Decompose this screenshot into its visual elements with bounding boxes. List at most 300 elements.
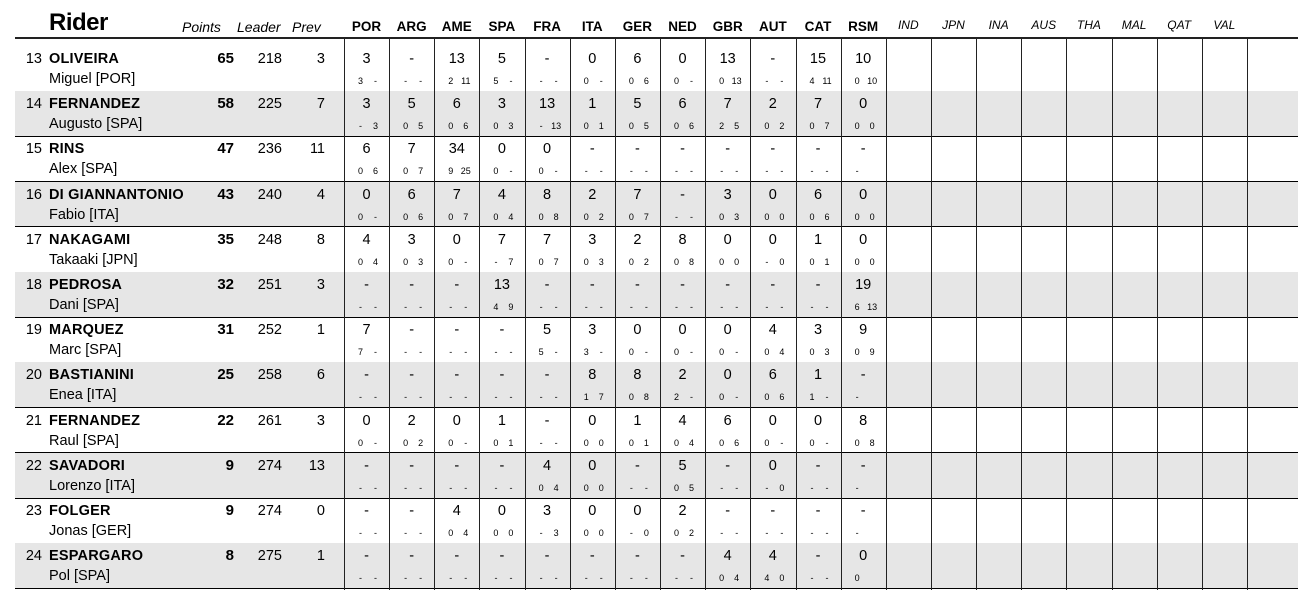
race-header-ame: AME <box>441 19 472 34</box>
race-only-points: 7 <box>508 256 514 267</box>
sprint-points: - <box>765 528 769 538</box>
race-points: 6 <box>407 186 416 203</box>
sprint-points: - <box>584 302 588 312</box>
race-result-cell <box>434 453 479 498</box>
race-result-cell <box>796 543 841 588</box>
race-only-points: - <box>825 166 829 177</box>
race-result-cell <box>796 317 841 362</box>
sprint-points: 0 <box>357 166 363 177</box>
race-only-points: - <box>644 482 648 493</box>
race-points: 2 <box>633 231 642 248</box>
race-header-aut: AUT <box>758 19 787 34</box>
race-result-cell <box>434 408 479 453</box>
race-result-cell <box>479 227 524 272</box>
race-only-points: 4 <box>553 482 559 493</box>
rider-lastname: PEDROSA <box>49 277 123 293</box>
race-only-points: 7 <box>463 211 469 222</box>
race-points: 6 <box>813 186 823 203</box>
race-result-cell <box>344 543 389 588</box>
rider-prev-gap: 0 <box>316 503 325 519</box>
sprint-points: 3 <box>357 76 363 86</box>
race-points: 7 <box>452 186 461 203</box>
sprint-points: 0 <box>403 211 409 222</box>
sprint-points: 0 <box>403 166 409 177</box>
sprint-points: 0 <box>448 256 454 267</box>
race-points: - <box>454 277 460 293</box>
race-points: - <box>544 367 550 384</box>
race-points: 5 <box>633 96 642 113</box>
race-points: 19 <box>855 277 872 293</box>
sprint-points: - <box>629 528 633 538</box>
race-result-cell <box>796 182 841 227</box>
race-only-points: - <box>419 347 423 358</box>
sprint-points: - <box>449 482 453 493</box>
race-points: - <box>409 503 415 519</box>
race-only-points: - <box>690 211 694 222</box>
race-result-cell <box>389 136 434 181</box>
race-points: 0 <box>362 412 371 429</box>
rider-position: 15 <box>25 141 42 158</box>
race-only-points: - <box>374 347 377 358</box>
race-only-points: 5 <box>418 121 424 132</box>
sprint-points: - <box>765 76 769 86</box>
sprint-points: - <box>539 528 543 538</box>
race-only-points: - <box>509 76 513 86</box>
race-only-points: 4 <box>463 528 469 538</box>
race-header-cat: CAT <box>804 19 832 34</box>
race-only-points: - <box>825 528 829 538</box>
race-only-points: 13 <box>551 121 562 132</box>
sprint-points: 0 <box>493 211 499 222</box>
sprint-points: - <box>810 528 814 538</box>
race-result-cell <box>750 543 795 588</box>
race-result-cell <box>705 317 750 362</box>
race-result-cell <box>344 317 389 362</box>
race-points: 8 <box>678 231 687 248</box>
race-only-points: - <box>554 166 558 177</box>
rider-points: 25 <box>217 366 234 384</box>
race-result-cell <box>434 182 479 227</box>
sprint-points: - <box>765 302 769 312</box>
race-result-cell <box>389 227 434 272</box>
sprint-points: 0 <box>719 211 725 222</box>
race-points: - <box>544 277 550 293</box>
race-only-points: - <box>509 392 513 403</box>
sprint-points: - <box>629 166 633 177</box>
race-only-points: - <box>690 573 694 584</box>
race-points: - <box>634 141 640 158</box>
rider-firstname: Takaaki [JPN] <box>49 251 138 268</box>
race-points: - <box>499 367 505 384</box>
race-result-cell <box>660 91 705 136</box>
race-points: 0 <box>588 51 597 67</box>
race-result-cell <box>479 182 524 227</box>
race-only-points: - <box>554 392 558 403</box>
race-only-points: 9 <box>869 347 875 358</box>
race-result-cell <box>841 317 886 362</box>
race-points: 4 <box>768 322 777 339</box>
race-header-ina: INA <box>988 18 1009 32</box>
race-result-cell <box>389 91 434 136</box>
race-result-cell <box>796 272 841 317</box>
race-result-cell <box>434 498 479 543</box>
race-only-points: 5 <box>689 482 695 493</box>
race-only-points: - <box>464 256 468 267</box>
rider-position: 20 <box>25 367 42 384</box>
rider-leader-gap: 225 <box>257 96 282 113</box>
race-points: - <box>680 548 685 565</box>
race-result-cell <box>389 498 434 543</box>
leader-column-header: Leader <box>237 19 281 35</box>
race-points: 7 <box>497 231 506 248</box>
sprint-points: 0 <box>448 121 454 132</box>
race-result-cell <box>344 46 389 91</box>
race-only-points: 8 <box>689 256 695 267</box>
sprint-points: 0 <box>854 256 860 267</box>
sprint-points: 0 <box>448 528 454 538</box>
table-row <box>15 46 1298 91</box>
race-only-points: - <box>599 347 603 358</box>
sprint-points: - <box>720 166 724 177</box>
rider-points: 8 <box>225 547 234 565</box>
race-only-points: - <box>374 528 377 538</box>
race-points: 6 <box>362 141 371 158</box>
sprint-points: 0 <box>357 437 363 448</box>
race-only-points: - <box>374 573 377 584</box>
race-only-points: 1 <box>598 121 604 132</box>
rider-firstname: Raul [SPA] <box>49 432 119 449</box>
column-divider <box>976 38 977 590</box>
race-header-gbr: GBR <box>712 19 743 34</box>
rider-position: 16 <box>25 186 42 203</box>
sprint-points: 0 <box>583 76 589 86</box>
race-only-points: 8 <box>643 392 649 403</box>
race-result-cell <box>841 91 886 136</box>
sprint-points: - <box>449 573 453 584</box>
race-result-cell <box>796 227 841 272</box>
race-points: - <box>634 548 640 565</box>
table-row <box>15 362 1298 407</box>
race-points: 3 <box>723 186 732 203</box>
race-only-points: - <box>825 573 829 584</box>
sprint-points: - <box>449 392 453 403</box>
sprint-points: - <box>810 166 814 177</box>
sprint-points: 0 <box>854 573 860 584</box>
race-only-points: - <box>780 166 784 177</box>
sprint-points: - <box>494 256 498 267</box>
race-only-points: 7 <box>553 256 559 267</box>
race-points: 0 <box>678 322 687 339</box>
race-points: 34 <box>448 141 465 158</box>
race-points: 0 <box>768 231 777 248</box>
column-divider <box>389 38 390 590</box>
race-only-points: 13 <box>731 76 742 86</box>
race-only-points: - <box>825 392 829 403</box>
race-result-cell <box>796 362 841 407</box>
race-result-cell <box>705 182 750 227</box>
race-points: 4 <box>362 231 371 248</box>
race-points: - <box>815 141 821 158</box>
sprint-points: 4 <box>764 573 770 584</box>
race-points: - <box>499 457 505 474</box>
race-points: 7 <box>813 96 823 113</box>
rider-firstname: Pol [SPA] <box>49 568 110 585</box>
rider-firstname: Jonas [GER] <box>49 523 132 539</box>
race-only-points: 7 <box>643 211 649 222</box>
race-points: 13 <box>448 51 465 67</box>
race-only-points: 3 <box>598 256 604 267</box>
race-only-points: - <box>554 573 558 584</box>
rider-firstname: Enea [ITA] <box>49 387 117 404</box>
race-only-points: 6 <box>418 211 424 222</box>
race-points: 8 <box>588 367 597 384</box>
rider-leader-gap: 275 <box>257 548 282 565</box>
race-only-points: - <box>735 392 739 403</box>
race-result-cell <box>570 91 615 136</box>
rider-lastname: FERNANDEZ <box>49 412 141 429</box>
race-result-cell <box>615 543 660 588</box>
sprint-points: - <box>449 347 453 358</box>
sprint-points: - <box>359 482 362 493</box>
rider-leader-gap: 236 <box>257 141 282 158</box>
table-row <box>15 136 1298 181</box>
race-result-cell <box>525 91 570 136</box>
race-only-points: 6 <box>779 392 785 403</box>
sprint-points: 0 <box>583 437 589 448</box>
race-only-points: 6 <box>372 166 378 177</box>
race-points: - <box>544 51 550 67</box>
sprint-points: 0 <box>674 528 680 538</box>
race-points: 0 <box>452 412 461 429</box>
table-row <box>15 317 1298 362</box>
race-result-cell <box>344 182 389 227</box>
sprint-points: - <box>359 121 362 132</box>
race-only-points: - <box>780 437 784 448</box>
race-points: 0 <box>723 231 732 248</box>
rider-position: 21 <box>25 412 42 429</box>
race-only-points: 13 <box>867 302 878 312</box>
race-points: - <box>454 367 460 384</box>
race-result-cell <box>705 543 750 588</box>
sprint-points: 5 <box>538 347 544 358</box>
race-points: 3 <box>362 96 371 113</box>
sprint-points: - <box>359 392 362 403</box>
race-result-cell <box>705 136 750 181</box>
sprint-points: 0 <box>854 121 860 132</box>
race-only-points: - <box>419 76 423 86</box>
race-only-points: 1 <box>824 256 830 267</box>
race-result-cell <box>615 498 660 543</box>
race-result-cell <box>434 543 479 588</box>
race-header-tha: THA <box>1076 18 1101 32</box>
race-points: - <box>364 548 369 565</box>
race-points: 8 <box>543 186 552 203</box>
column-divider <box>1247 38 1248 590</box>
race-result-cell <box>570 182 615 227</box>
race-only-points: 4 <box>508 211 514 222</box>
race-result-cell <box>750 453 795 498</box>
race-points: 3 <box>362 51 371 67</box>
race-result-cell <box>615 136 660 181</box>
race-only-points: 0 <box>869 121 875 132</box>
race-points: 4 <box>723 548 732 565</box>
race-only-points: - <box>735 528 739 538</box>
race-result-cell <box>570 227 615 272</box>
rider-position: 13 <box>25 51 42 67</box>
table-row <box>15 498 1298 543</box>
race-points: 1 <box>813 367 823 384</box>
sprint-points: - <box>629 573 633 584</box>
race-result-cell <box>615 227 660 272</box>
race-points: 6 <box>452 96 461 113</box>
race-result-cell <box>796 91 841 136</box>
sprint-points: 0 <box>403 121 409 132</box>
race-only-points: 3 <box>508 121 514 132</box>
race-points: 10 <box>855 51 872 67</box>
rider-position: 19 <box>25 322 42 339</box>
race-result-cell <box>750 408 795 453</box>
race-points: 0 <box>859 231 868 248</box>
race-result-cell <box>615 46 660 91</box>
race-points: 1 <box>497 412 506 429</box>
race-result-cell <box>434 227 479 272</box>
race-points: 0 <box>859 548 868 565</box>
race-points: 7 <box>543 231 552 248</box>
race-result-cell <box>841 136 886 181</box>
sprint-points: 0 <box>628 437 634 448</box>
sprint-points: - <box>494 573 498 584</box>
sprint-points: - <box>404 347 408 358</box>
race-only-points: 2 <box>643 256 649 267</box>
sprint-points: - <box>810 302 814 312</box>
column-divider <box>615 38 616 590</box>
race-only-points: - <box>419 573 423 584</box>
rider-lastname: BASTIANINI <box>49 367 134 384</box>
sprint-points: - <box>855 482 859 493</box>
rider-points: 32 <box>217 276 234 293</box>
sprint-points: - <box>539 302 543 312</box>
race-result-cell <box>570 543 615 588</box>
sprint-points: 0 <box>583 121 589 132</box>
rider-position: 17 <box>25 231 42 248</box>
race-points: 2 <box>678 367 687 384</box>
race-points: 13 <box>539 96 556 113</box>
race-result-cell <box>705 227 750 272</box>
race-only-points: 4 <box>779 347 785 358</box>
race-only-points: - <box>374 302 377 312</box>
race-points: 3 <box>813 322 823 339</box>
race-header-val: VAL <box>1213 18 1236 32</box>
sprint-points: 4 <box>493 302 499 312</box>
rider-firstname: Miguel [POR] <box>49 71 136 87</box>
race-only-points: - <box>825 302 829 312</box>
race-result-cell <box>796 136 841 181</box>
sprint-points: 0 <box>538 482 544 493</box>
race-only-points: - <box>735 482 739 493</box>
race-points: 0 <box>633 322 642 339</box>
race-only-points: - <box>554 76 558 86</box>
race-result-cell <box>479 272 524 317</box>
rider-lastname: MARQUEZ <box>49 322 124 339</box>
race-points: - <box>364 277 369 293</box>
race-result-cell <box>660 453 705 498</box>
race-points: - <box>409 277 415 293</box>
column-divider <box>750 38 751 590</box>
race-result-cell <box>525 317 570 362</box>
race-points: - <box>770 277 776 293</box>
race-points: - <box>725 457 731 474</box>
sprint-points: - <box>404 392 408 403</box>
race-only-points: - <box>599 573 603 584</box>
sprint-points: - <box>494 392 498 403</box>
sprint-points: 3 <box>583 347 589 358</box>
sprint-points: 0 <box>674 437 680 448</box>
race-only-points: 3 <box>553 528 559 538</box>
race-only-points: 11 <box>822 76 832 86</box>
race-points: 3 <box>407 231 416 248</box>
sprint-points: 0 <box>854 76 860 86</box>
sprint-points: 0 <box>628 347 634 358</box>
rider-points: 47 <box>217 140 234 158</box>
race-only-points: 0 <box>508 528 514 538</box>
race-points: - <box>409 457 415 474</box>
race-result-cell <box>796 46 841 91</box>
rider-leader-gap: 248 <box>257 231 282 248</box>
race-result-cell <box>434 136 479 181</box>
race-points: 1 <box>633 412 642 429</box>
sprint-points: 0 <box>628 256 634 267</box>
sprint-points: 0 <box>403 256 409 267</box>
sprint-points: - <box>359 528 362 538</box>
race-only-points: 8 <box>869 437 875 448</box>
race-result-cell <box>525 498 570 543</box>
race-only-points: 7 <box>598 392 604 403</box>
race-header-qat: QAT <box>1167 18 1192 32</box>
rider-lastname: SAVADORI <box>49 457 125 474</box>
race-only-points: 25 <box>460 166 471 177</box>
rider-leader-gap: 274 <box>257 457 282 474</box>
rider-prev-gap: 1 <box>316 548 325 565</box>
race-result-cell <box>389 362 434 407</box>
race-points: - <box>815 503 821 519</box>
sprint-points: - <box>539 121 543 132</box>
race-only-points: - <box>509 166 513 177</box>
rider-lastname: ESPARGARO <box>49 548 144 565</box>
race-result-cell <box>660 317 705 362</box>
column-divider <box>1202 38 1203 590</box>
race-points: 0 <box>678 51 687 67</box>
race-result-cell <box>389 272 434 317</box>
race-result-cell <box>705 272 750 317</box>
race-result-cell <box>344 136 389 181</box>
race-result-cell <box>434 46 479 91</box>
rider-lastname: FERNANDEZ <box>49 96 141 113</box>
race-only-points: - <box>374 482 377 493</box>
race-points: - <box>815 277 821 293</box>
sprint-points: 9 <box>448 166 454 177</box>
race-points: - <box>544 548 550 565</box>
sprint-points: - <box>810 573 814 584</box>
sprint-points: 0 <box>719 392 725 403</box>
sprint-points: - <box>810 482 814 493</box>
race-result-cell <box>525 136 570 181</box>
sprint-points: - <box>404 528 408 538</box>
race-only-points: 3 <box>824 347 830 358</box>
race-header-spa: SPA <box>488 19 516 34</box>
table-row <box>15 453 1298 498</box>
race-points: 0 <box>859 186 868 203</box>
race-points: 0 <box>768 457 777 474</box>
